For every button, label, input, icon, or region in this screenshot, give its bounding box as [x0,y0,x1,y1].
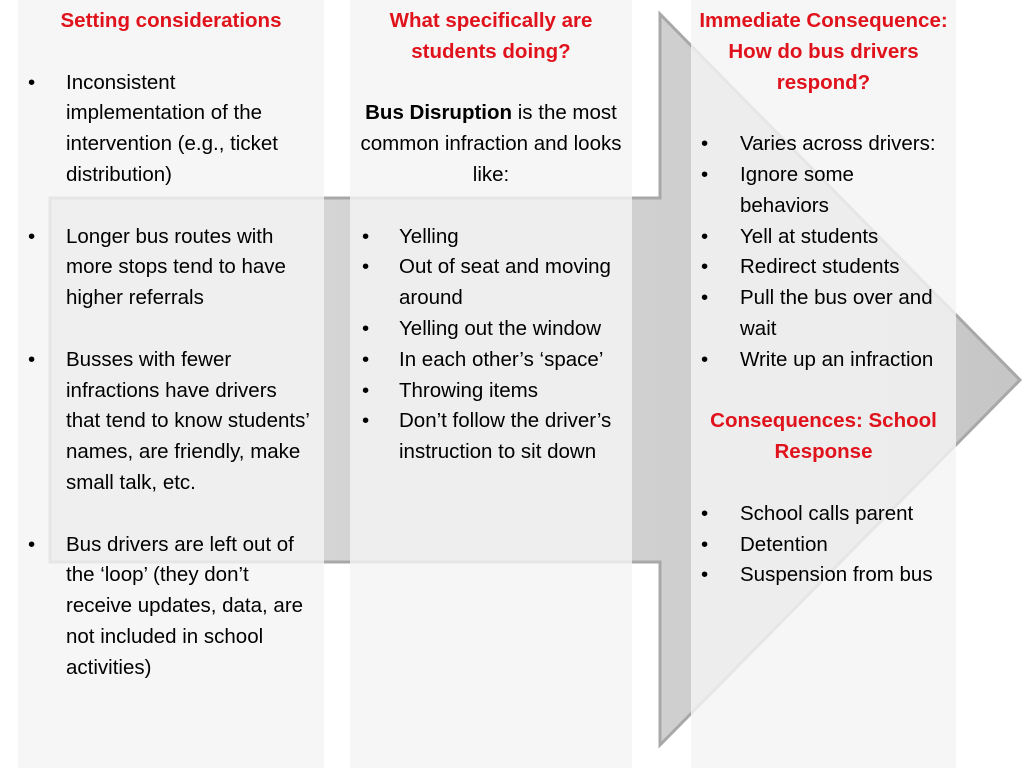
behavior-intro-bold: Bus Disruption [365,101,513,125]
behavior-intro [350,98,632,190]
behavior-item-1: • Yelling [350,222,632,253]
school-response-heading: Consequences: School Response [710,409,937,464]
setting-list [18,68,324,684]
behavior-intro-rest: is the most common infraction and looks like: [360,101,622,186]
setting-item-2: • Longer bus routes with more stops tend to have higher referrals [18,222,324,314]
behavior-item-4: • In each other’s ‘space’ [350,345,632,376]
driver-response-item-3: • Yell at students [691,222,956,253]
setting-considerations-column [18,0,324,768]
setting-heading: Setting considerations [60,9,282,32]
behavior-item-3: • Yelling out the window [350,314,632,345]
student-behavior-column [350,0,632,768]
school-response-item-2: • Detention [691,530,956,561]
setting-item-4: • Bus drivers are left out of the ‘loop’ (they don’t receive updates, data, are not included in school activities) [18,530,324,684]
behavior-list [350,222,632,468]
driver-response-item-5: • Pull the bus over and wait [691,283,956,345]
driver-response-list [691,129,956,375]
consequence-heading: Immediate Consequence: How do bus drivers respond? [699,9,948,94]
driver-response-item-1: • Varies across drivers: [691,129,956,160]
driver-response-item-6: • Write up an infraction [691,345,956,376]
consequence-column [691,0,956,768]
behavior-item-2: • Out of seat and moving around [350,252,632,314]
behavior-heading: What specifically are students doing? [389,9,593,63]
school-response-item-1: • School calls parent [691,499,956,530]
setting-item-3: • Busses with fewer infractions have drivers that tend to know students’ names, are friendly, make small talk, etc. [18,345,324,499]
driver-response-item-4: • Redirect students [691,252,956,283]
behavior-item-6: • Don’t follow the driver’s instruction to sit down [350,406,632,468]
school-response-item-3: • Suspension from bus [691,560,956,591]
driver-response-item-2: • Ignore some behaviors [691,160,956,222]
behavior-item-5: • Throwing items [350,376,632,407]
school-response-list [691,499,956,591]
setting-item-1: • Inconsistent implementation of the intervention (e.g., ticket distribution) [18,68,324,191]
